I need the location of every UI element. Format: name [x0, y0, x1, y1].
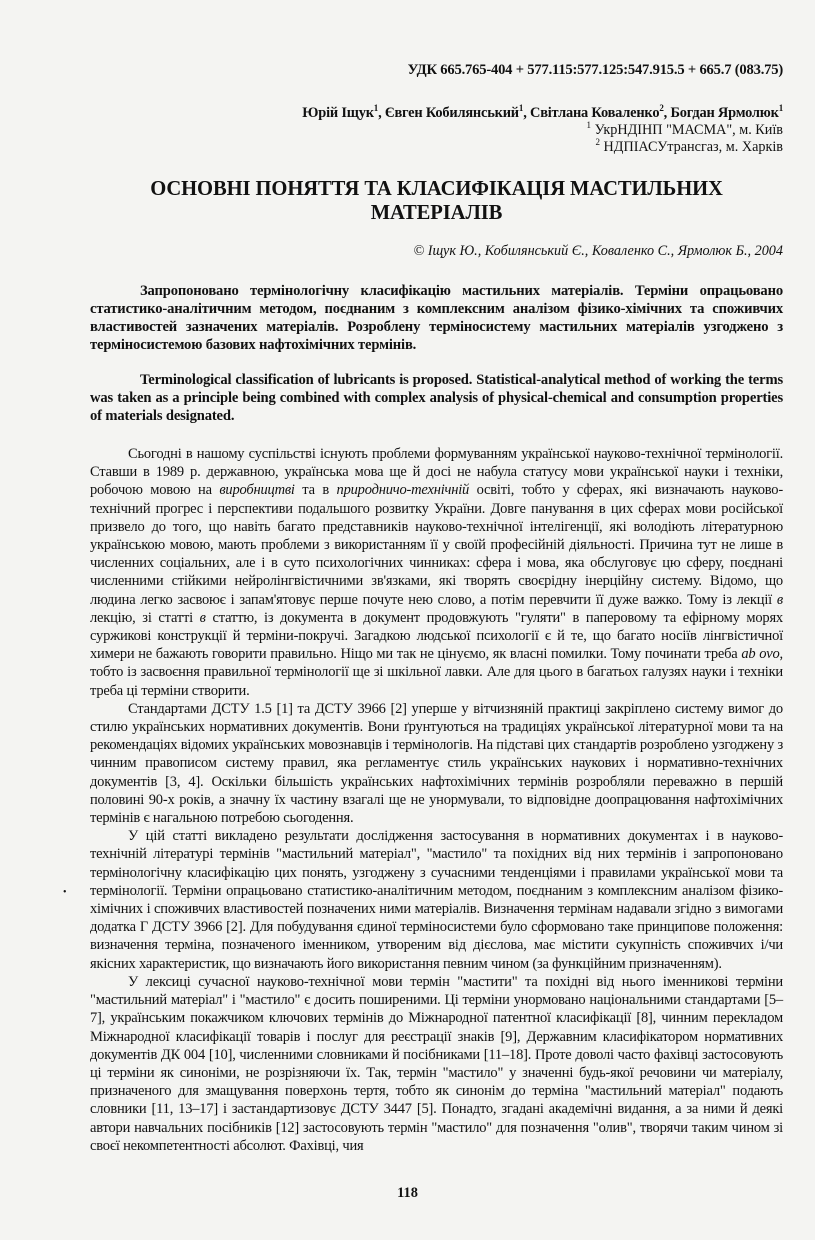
- udk-code: УДК 665.765-404 + 577.115:577.125:547.915.5 + 665.7 (083.75): [407, 62, 783, 78]
- author-affiliation-mark: 1: [518, 103, 524, 113]
- author-name: Євген Кобилянський: [384, 105, 519, 121]
- body-paragraph-4: У лексиці сучасної науково-технічної мови термін "мастити" та похідні від нього іменникові терміни "мастильний матеріал" і "мастило" є досить поширеними. Ці терміни унормовано національними стандартами [5–7], українським покажчиком ключових термінів до Міжнародної патентної класифікації [8], чинним перекладом Міжнародної класифікації товарів і послуг для реєстрації знаків [9], Державним класифікатором нормативних документів ДК 004 [10], численними словниками й посібниками [11–18]. Проте доволі часто фахівці застосовують ці терміни як синоніми, не розрізняючи їх. Так, термін "мастило" у значенні будь-якої речовини чи матеріалу, призначеного для змащування поверхонь тертя, тобто як синонім до терміна "мастильний матеріал" подають словники [11, 13–17] і застандартизовує ДСТУ 3447 [5]. Понадто, згадані академічні видання, а за ними й деякі автори навчальних посібників [12] застосовують термін "мастило" для позначення "олив", творячи таким чином зі своєї некомпетентності абсолют. Фахівці, чия: [90, 973, 783, 1154]
- italic-run: в: [776, 591, 783, 608]
- affiliation-mark: 2: [595, 137, 600, 147]
- affiliation: [90, 139, 783, 156]
- text-run: , тобто із засвоєння правильної термінології ще зі шкільної лавки. Але для цього в багатьох галузях науки і техніки треба ці терміни створити.: [90, 646, 783, 699]
- affiliation-text: УкрНДІНП "МАСМА", м. Київ: [594, 122, 783, 138]
- author-line: Юрій Іщук$^1$, Євген Кобилянський$^1$, Світлана Коваленко$^2$, Богдан Ярмолюк$^1$: [302, 103, 783, 121]
- text-run: та в: [294, 482, 337, 499]
- text-run: статтю, із документа в документ продовжують "гуляти" в паперовому та ефірному морях суржикові конструкції й терміни-покручі. Загадкою людської психології є й те, що багато носіїв лінгвістичної химери не бажають говорити правильно. Ніщо ми так не цінуємо, як власні помилки. Тому починати треба: [90, 609, 783, 663]
- affiliation-mark: 1: [586, 120, 592, 130]
- body-paragraph-3: У цій статті викладено результати дослідження застосування в нормативних документах і в науково-технічній літературі термінів "мастильний матеріал", "мастило" та похідних від них термінів і запропоновано термінологічну класифікацію цих понять, узгоджену з сучасними тенденціями і правилами української мови та термінології. Терміни опрацьовано статистико-аналітичним методом, поєднаним з комплексним аналізом фізико-хімічних і споживчих властивостей позначених ними матеріалів. Визначення термінам надавали згідно з вимогами додатка Г ДСТУ 3966 [2]. Для побудування єдиної терміносистеми було сформовано таке принципове положення: визначення терміна, позначеного іменником, утвореним від дієслова, має містити сукупність споживчих і/чи якісних характеристик, що визначають його використання певним чином (за функційним призначенням).: [90, 828, 783, 972]
- author-affiliation-mark: 1: [778, 103, 783, 113]
- author-affiliation-mark: 2: [659, 103, 664, 113]
- text-run: освіті, тобто у сферах, які визначають науково-технічний прогрес і перспективи подальшого розвитку України. Довге панування в цих сферах мови російської призвело до того, що навіть багато представників науково-технічної інтелігенції, які володіють літературною українською мовою, мають проблеми з використанням її у своїй професійній діяльності. Причина тут не лише в численних соціальних, але і в суто психологічних чинниках: сфера і мова, яка обслуговує цю сферу, поєднані численними стійкими нейролінгвістичними зв'язками, які творять своєрідну інерційну систему. Відомо, що людина легко засвоює і запам'ятовує перше почуте нею слово, а потім перевчити її дуже важко. Тому із лекції: [90, 482, 783, 608]
- author-affiliation-mark: 1: [373, 103, 379, 113]
- affiliation: [90, 122, 783, 139]
- margin-mark: •: [63, 887, 67, 898]
- italic-run: виробництві: [219, 482, 295, 499]
- author-name: Юрій Іщук: [302, 105, 374, 121]
- abstract-english: Terminological classification of lubricants is proposed. Statistical-analytical method of working the terms was taken as a principle being combined with complex analysis of physical-chemical and consumption properties of materials designated.: [90, 372, 783, 424]
- author-name: Богдан Ярмолюк: [670, 105, 779, 121]
- page-number: 118: [397, 1185, 418, 1201]
- italic-run: природничо-технічній: [336, 482, 470, 499]
- paper-title: ОСНОВНІ ПОНЯТТЯ ТА КЛАСИФІКАЦІЯ МАСТИЛЬНИХ МАТЕРІАЛІВ: [150, 178, 723, 224]
- italic-run: в: [199, 609, 206, 626]
- author-name: Світлана Коваленко: [530, 105, 660, 121]
- affiliation-text: НДПІАСУтрансгаз, м. Харків: [603, 139, 783, 155]
- body-paragraph-2: Стандартами ДСТУ 1.5 [1] та ДСТУ 3966 [2] уперше у вітчизняній практиці закріплено систему вимог до стилю українських нормативних документів. Вони ґрунтуються на традиціях української літературної мови та на рекомендаціях відомих українських мовознавців і термінологів. На підставі цих стандартів розроблено узгоджену з чинним правописом систему правил, яка регламентує стиль українських наукових і нормативно-технічних документів [3, 4]. Оскільки більшість українських нафтохімічних термінів розробляли переважно в першій половині 90-х років, а значну їх частину взагалі ще не унормували, то відповідне доопрацювання нафтохімічних термінів є нагальною потребою сьогодення.: [90, 700, 783, 827]
- abstract-ukrainian: Запропоновано термінологічну класифікацію мастильних матеріалів. Терміни опрацьовано статистико-аналітичним методом, поєднаним з комплексним аналізом фізико-хімічних та споживчих властивостей зазначених матеріалів. Розроблену терміносистему мастильних матеріалів узгоджено з терміносистемою базових нафтохімічних термінів.: [90, 283, 783, 353]
- text-run: лекцію, зі статті: [90, 609, 200, 626]
- copyright-line: © Іщук Ю., Кобилянський Є., Коваленко С., Ярмолюк Б., 2004: [413, 243, 783, 259]
- italic-run: ab ovo: [741, 646, 780, 663]
- text-run: Сьогодні в нашому суспільстві існують проблеми формуванням української науково-технічної термінології. Ставши в 1989 р. державною, українська мова ще й досі не набула статусу мови української науки і техніки, робочою мовою на: [90, 446, 783, 499]
- body-paragraph-1: [90, 445, 783, 700]
